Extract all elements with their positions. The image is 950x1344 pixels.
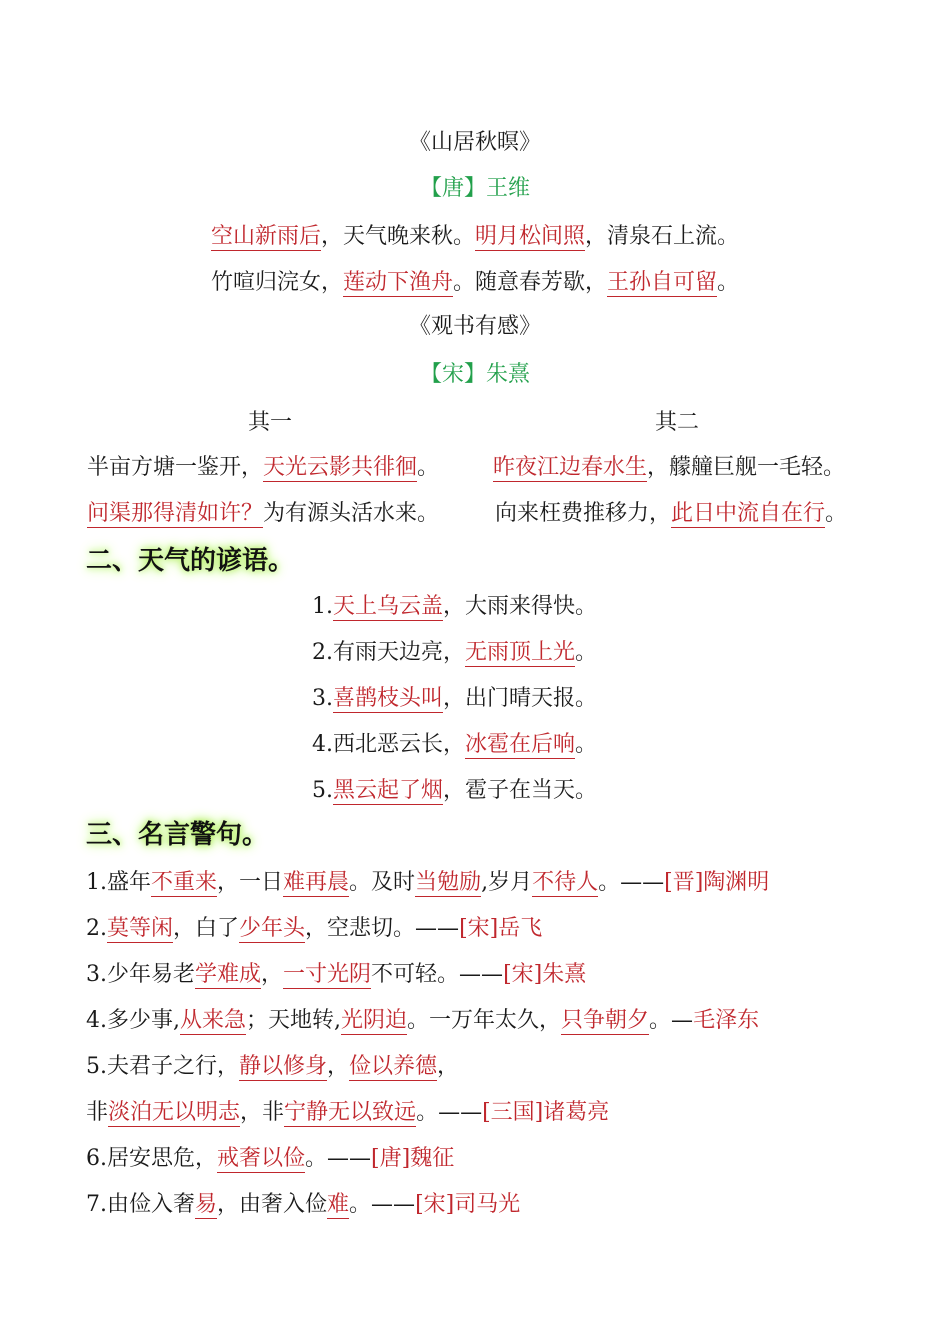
text-segment: 5.	[312, 778, 333, 803]
text-segment: 1.盛年	[86, 870, 151, 895]
text-segment: 3.少年易老	[86, 962, 195, 987]
poem1-title: 《山居秋暝》	[408, 130, 541, 155]
text-segment: ，非	[240, 1100, 285, 1125]
answer-text: 淡泊无以明志	[108, 1100, 241, 1125]
text-segment: 向来枉费推移力，	[495, 501, 672, 526]
answer-text: 不重来	[151, 870, 218, 895]
text-segment: 3.	[312, 686, 333, 711]
answer-text: 难	[327, 1192, 350, 1217]
poem2-part2-label: 其二	[655, 410, 700, 435]
text-segment: ，由奢入俭	[217, 1192, 328, 1217]
answer-text: 光阴迫	[341, 1008, 408, 1033]
text-segment: ；天地转,	[246, 1008, 341, 1033]
poem1-author: 王维	[486, 176, 531, 201]
text-segment: 竹喧归浣女，	[210, 270, 343, 295]
answer-text: 无雨顶上光	[465, 640, 576, 665]
poem2-dynasty: 【宋】	[419, 362, 486, 387]
text-segment: 。	[717, 270, 740, 295]
text-segment: 。——	[598, 870, 665, 895]
quote-item	[86, 868, 769, 898]
poem2-part1-label: 其一	[248, 410, 293, 435]
answer-text: 问渠那得清如许？	[87, 501, 264, 526]
answer-text: 学难成	[195, 962, 262, 987]
text-segment: ，艨艟巨舰一毛轻。	[647, 455, 846, 480]
text-segment: 2.有雨天边亮，	[312, 640, 465, 665]
text-segment: 。一万年太久，	[407, 1008, 562, 1033]
answer-text: 只争朝夕	[561, 1008, 650, 1033]
answer-text: 冰雹在后响	[465, 732, 576, 757]
proverb-item	[312, 638, 597, 668]
answer-text: 戒奢以俭	[217, 1146, 306, 1171]
answer-text: 喜鹊枝头叫	[333, 686, 444, 711]
text-segment: 。	[825, 501, 848, 526]
text-segment: 2.	[86, 916, 107, 941]
poem2-byline	[0, 360, 950, 390]
answer-text: 静以修身	[239, 1054, 328, 1079]
answer-text: 空山新雨后	[210, 224, 321, 249]
answer-text: 不待人	[532, 870, 599, 895]
proverb-item	[312, 684, 597, 714]
text-segment: 。	[575, 640, 598, 665]
proverb-item	[312, 730, 597, 760]
text-segment: ，一日	[217, 870, 284, 895]
answer-text: 王孙自可留	[607, 270, 718, 295]
answer-text: 天上乌云盖	[333, 594, 444, 619]
text-segment: 。及时	[349, 870, 416, 895]
text-segment: ，	[437, 1054, 460, 1079]
text-segment: 4.多少事,	[86, 1008, 180, 1033]
text-segment: 。	[575, 732, 598, 757]
answer-text: 当勉励	[415, 870, 482, 895]
poem1-line1	[0, 222, 950, 252]
text-segment: 。随意春芳歇，	[452, 270, 607, 295]
quote-item	[86, 1006, 759, 1036]
answer-text: 宁静无以致远	[284, 1100, 417, 1125]
text-segment: 。——	[349, 1192, 416, 1217]
text-segment: 7.由俭入奢	[86, 1192, 195, 1217]
poem2-part1-line2	[87, 499, 439, 529]
poem1-line2	[0, 268, 950, 298]
poem2-title: 《观书有感》	[408, 314, 541, 339]
answer-text: 少年头	[239, 916, 306, 941]
text-segment: ，天气晚来秋。	[320, 224, 475, 249]
text-segment: 半亩方塘一鉴开，	[87, 455, 264, 480]
section2-heading: 二、天气的谚语。	[86, 546, 295, 576]
text-segment: ，大雨来得快。	[443, 594, 598, 619]
section3-heading: 三、名言警句。	[86, 820, 269, 850]
answer-text: 昨夜江边春水生	[493, 455, 648, 480]
text-segment: 不可轻。——	[371, 962, 504, 987]
quote-item	[86, 914, 542, 944]
answer-text: 一寸光阴	[283, 962, 372, 987]
poem1-byline	[0, 174, 950, 204]
proverb-item	[312, 592, 597, 622]
text-segment: 5.夫君子之行，	[86, 1054, 239, 1079]
text-segment: ，清泉石上流。	[585, 224, 740, 249]
answer-text: 从来急	[179, 1008, 246, 1033]
answer-text: 易	[195, 1192, 218, 1217]
attribution: 毛泽东	[693, 1008, 760, 1033]
answer-text: 莲动下渔舟	[342, 270, 453, 295]
text-segment: 为有源头活水来。	[263, 501, 440, 526]
text-segment: ,岁月	[481, 870, 533, 895]
answer-text: 莫等闲	[107, 916, 174, 941]
text-segment: 非	[86, 1100, 109, 1125]
text-segment: ，出门晴天报。	[443, 686, 598, 711]
answer-text: 天光云影共徘徊	[263, 455, 418, 480]
proverb-item	[312, 776, 597, 806]
text-segment: ，	[327, 1054, 350, 1079]
poem2-part1-line1	[87, 453, 439, 483]
quote-item	[86, 1190, 520, 1220]
text-segment: 。—	[649, 1008, 694, 1033]
answer-text: 俭以养德	[349, 1054, 438, 1079]
quote-item	[86, 960, 586, 990]
attribution: [宋]朱熹	[503, 962, 587, 987]
poem2-author: 朱熹	[486, 362, 531, 387]
text-segment: ，雹子在当天。	[443, 778, 598, 803]
text-segment: 。——	[416, 1100, 483, 1125]
answer-text: 此日中流自在行	[671, 501, 826, 526]
text-segment: ，	[261, 962, 284, 987]
attribution: [三国]诸葛亮	[482, 1100, 610, 1125]
text-segment: 。	[417, 455, 440, 480]
poem1-dynasty: 【唐】	[419, 176, 486, 201]
text-segment: 。——	[305, 1146, 372, 1171]
quote-item	[86, 1098, 609, 1128]
text-segment: ，空悲切。——	[305, 916, 460, 941]
answer-text: 黑云起了烟	[333, 778, 444, 803]
poem2-part2-line1	[493, 453, 845, 483]
quote-item	[86, 1144, 454, 1174]
attribution: [宋]司马光	[415, 1192, 521, 1217]
attribution: [宋]岳飞	[459, 916, 543, 941]
poem2-part2-line2	[495, 499, 847, 529]
answer-text: 难再晨	[283, 870, 350, 895]
answer-text: 明月松间照	[475, 224, 586, 249]
attribution: [唐]魏征	[371, 1146, 455, 1171]
text-segment: 4.西北恶云长，	[312, 732, 465, 757]
attribution: [晋]陶渊明	[664, 870, 770, 895]
quote-item	[86, 1052, 459, 1082]
text-segment: 1.	[312, 594, 333, 619]
text-segment: ，白了	[173, 916, 240, 941]
text-segment: 6.居安思危，	[86, 1146, 217, 1171]
